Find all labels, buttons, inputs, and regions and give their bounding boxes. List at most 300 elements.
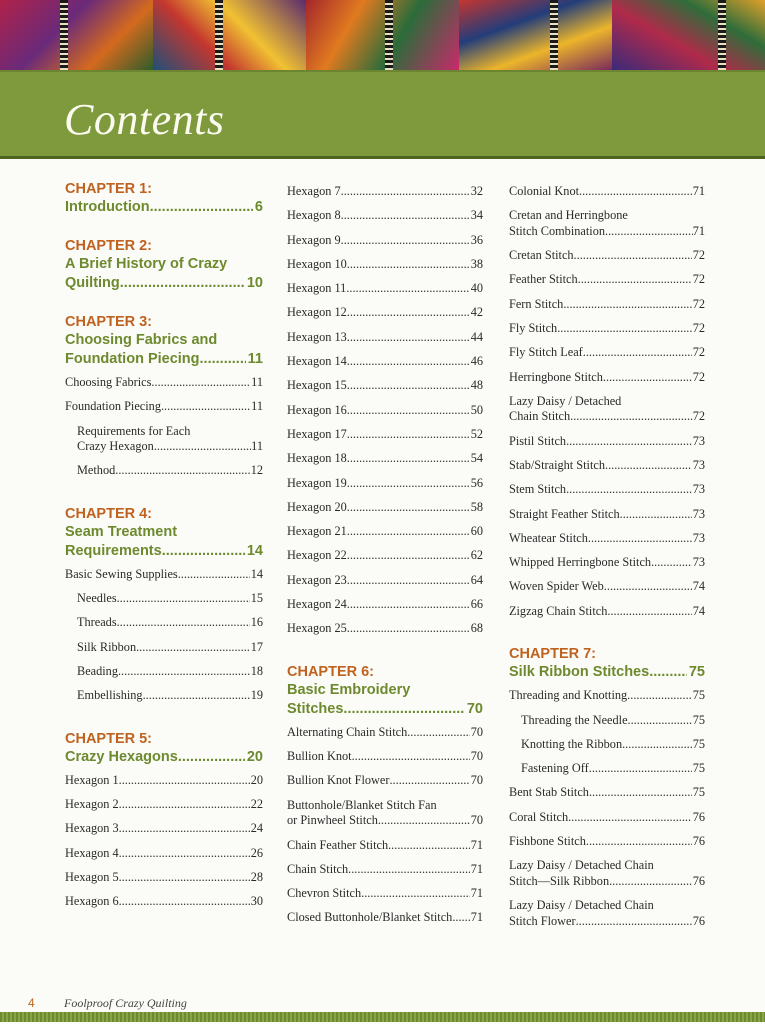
dot-leader <box>119 894 250 910</box>
chapter-3 <box>65 313 263 479</box>
entry-label: Cretan and Herringbone <box>509 208 628 223</box>
toc-entry[interactable] <box>287 886 483 902</box>
entry-label: Fly Stitch <box>509 320 558 335</box>
entry-label: Lazy Daisy / Detached <box>509 393 622 408</box>
page-number: 75 <box>692 761 705 776</box>
page-number: 32 <box>470 184 483 198</box>
dot-leader <box>568 810 692 826</box>
toc-entry[interactable] <box>509 737 705 753</box>
toc-entry[interactable] <box>65 463 263 479</box>
entry-label: Hexagon 6 <box>65 894 119 909</box>
toc-entry[interactable] <box>65 894 263 910</box>
entry-label: Bent Stab Stitch <box>509 785 589 800</box>
dot-leader <box>343 700 464 719</box>
toc-entry[interactable] <box>287 838 483 854</box>
dot-leader <box>347 573 470 589</box>
chapter-title-text: Seam Treatment <box>65 523 178 540</box>
entry-label: Hexagon 9 <box>287 232 341 247</box>
dot-leader <box>347 427 470 443</box>
chapter-7 <box>509 645 705 929</box>
toc-entry[interactable] <box>509 555 705 571</box>
quilt-patch <box>306 0 459 70</box>
toc-column-2 <box>287 184 483 946</box>
page-number: 72 <box>692 345 705 360</box>
chapter-title-line-1[interactable] <box>65 523 263 542</box>
entry-label: Chain Stitch <box>287 861 349 876</box>
dot-leader <box>604 579 692 595</box>
toc-entry[interactable] <box>509 579 705 595</box>
chapter-number: CHAPTER 5: <box>65 730 153 747</box>
quilt-seam-stripe <box>718 0 726 70</box>
entry-label: Stitch—Silk Ribbon <box>509 873 610 888</box>
entry-label: Hexagon 7 <box>287 184 341 198</box>
page-number: 54 <box>470 451 483 466</box>
page-number: 76 <box>692 913 705 928</box>
toc-entry[interactable] <box>509 761 705 777</box>
page-number: 18 <box>250 664 263 679</box>
dot-leader <box>603 370 692 386</box>
page-number: 60 <box>470 524 483 539</box>
dot-leader <box>178 748 245 767</box>
dot-leader <box>118 664 250 680</box>
title-banner <box>0 70 765 159</box>
chapter-number: CHAPTER 3: <box>65 314 153 330</box>
quilt-photo-strip <box>0 0 765 70</box>
toc-entry[interactable] <box>287 476 483 492</box>
entry-label: Hexagon 5 <box>65 870 119 885</box>
entry-label: Hexagon 12 <box>287 305 347 320</box>
quilt-patch <box>612 0 765 70</box>
entry-label: Straight Feather Stitch <box>509 506 620 521</box>
page-number: 70 <box>470 773 483 788</box>
entry-label: Hexagon 4 <box>65 845 119 860</box>
page-number: 38 <box>470 256 483 271</box>
entry-label: Method <box>77 463 116 478</box>
page-number: 72 <box>692 369 705 384</box>
page-number: 72 <box>692 320 705 335</box>
dot-leader <box>347 378 470 394</box>
chapter-number: CHAPTER 1: <box>65 181 153 197</box>
entry-label: Stitch Flower <box>509 913 576 928</box>
chapter-title-line-2[interactable] <box>65 542 263 561</box>
toc-entry[interactable] <box>287 354 483 370</box>
dot-leader <box>151 375 250 391</box>
entry-label: Foundation Piecing <box>65 399 161 414</box>
toc-entry[interactable] <box>65 399 263 415</box>
entry-label: Hexagon 15 <box>287 378 347 393</box>
toc-entry[interactable] <box>65 870 263 886</box>
page-number: 70 <box>470 724 483 739</box>
toc-entry[interactable] <box>509 531 705 547</box>
entry-label: Bullion Knot Flower <box>287 773 390 788</box>
dot-leader <box>620 507 692 523</box>
toc-entry[interactable] <box>287 233 483 249</box>
entry-label: Hexagon 22 <box>287 548 347 563</box>
toc-entry[interactable] <box>509 345 705 361</box>
running-book-title: Foolproof Crazy Quilting <box>64 996 187 1010</box>
dot-leader <box>605 224 693 240</box>
toc-entry[interactable] <box>509 810 705 826</box>
page-number: 20 <box>246 748 263 765</box>
toc-entry[interactable] <box>287 573 483 589</box>
entry-label: Hexagon 16 <box>287 402 347 417</box>
page-number: 73 <box>692 482 705 497</box>
entry-label: Hexagon 21 <box>287 524 347 539</box>
dot-leader <box>605 458 692 474</box>
toc-entry[interactable] <box>287 798 483 829</box>
dot-leader <box>136 640 250 656</box>
toc-entry[interactable] <box>65 567 263 583</box>
dot-leader <box>378 813 471 829</box>
toc-entry[interactable] <box>287 451 483 467</box>
entry-label: Colonial Knot <box>509 184 580 198</box>
chapter-title-line-1[interactable] <box>65 331 263 350</box>
dot-leader <box>115 463 249 479</box>
toc-entry[interactable] <box>509 248 705 264</box>
page-number: 73 <box>692 457 705 472</box>
page-number: 34 <box>470 208 483 223</box>
dot-leader <box>348 862 470 878</box>
toc-entry[interactable] <box>509 507 705 523</box>
chapter-title[interactable] <box>509 663 705 682</box>
entry-label: Fishbone Stitch <box>509 834 586 849</box>
dot-leader <box>117 615 250 631</box>
toc-entry[interactable] <box>287 403 483 419</box>
entry-label: Embellishing <box>77 688 143 703</box>
toc-entry[interactable] <box>65 615 263 631</box>
chapter-title-line-2[interactable] <box>65 274 263 293</box>
dot-leader <box>347 500 470 516</box>
page-number: 71 <box>692 184 705 198</box>
dot-leader <box>579 184 692 200</box>
entry-label: Hexagon 20 <box>287 499 347 514</box>
entry-label: Hexagon 14 <box>287 354 347 369</box>
dot-leader <box>557 321 692 337</box>
page-number: 12 <box>250 463 263 478</box>
toc-entry[interactable] <box>287 500 483 516</box>
dot-leader <box>119 773 250 789</box>
dot-leader <box>352 749 470 765</box>
chapter-4 <box>65 505 263 704</box>
toc-column-3 <box>509 184 705 949</box>
page-number: 19 <box>250 688 263 703</box>
entry-label: Lazy Daisy / Detached Chain <box>509 898 654 913</box>
quilt-seam-stripe <box>385 0 393 70</box>
toc-entry[interactable] <box>509 482 705 498</box>
dot-leader <box>407 725 469 741</box>
chapter-title-text: Stitches <box>287 700 344 717</box>
entry-label: Stitch Combination <box>509 223 605 238</box>
page-number: 75 <box>692 785 705 800</box>
chapter-1 <box>65 180 263 217</box>
toc-entry[interactable] <box>509 834 705 850</box>
toc-entry[interactable] <box>287 257 483 273</box>
page-number: 66 <box>470 597 483 612</box>
toc-entry[interactable] <box>509 370 705 386</box>
toc-entry[interactable] <box>65 664 263 680</box>
page-number: 14 <box>246 542 263 559</box>
page-number: 75 <box>688 664 705 681</box>
dot-leader <box>347 621 470 637</box>
entry-label: Buttonhole/Blanket Stitch Fan <box>287 797 437 812</box>
page-number: 74 <box>692 603 705 618</box>
page-number: 30 <box>250 894 263 909</box>
dot-leader <box>570 409 693 425</box>
page-number: 76 <box>692 834 705 849</box>
page-number: 70 <box>470 749 483 764</box>
entry-label: Hexagon 19 <box>287 475 347 490</box>
entry-label: Hexagon 17 <box>287 426 347 441</box>
dot-leader <box>347 451 470 467</box>
toc-entry[interactable] <box>287 184 483 200</box>
page-number: 72 <box>692 248 705 263</box>
toc-entry[interactable] <box>65 797 263 813</box>
dot-leader <box>341 184 470 200</box>
dot-leader <box>200 350 246 369</box>
entry-label: Woven Spider Web <box>509 579 604 594</box>
entry-label: Hexagon 2 <box>65 797 119 812</box>
quilt-seam-stripe <box>60 0 68 70</box>
dot-leader <box>347 305 470 321</box>
toc-entry[interactable] <box>509 458 705 474</box>
dot-leader <box>627 688 692 704</box>
page-title: Contents <box>64 95 225 144</box>
toc-entry[interactable] <box>509 785 705 801</box>
toc-entry[interactable] <box>509 688 705 704</box>
dot-leader <box>566 434 692 450</box>
entry-label: Choosing Fabrics <box>65 375 152 389</box>
entry-label: Beading <box>77 664 118 679</box>
dot-leader <box>120 274 245 293</box>
chapter-number: CHAPTER 2: <box>65 238 153 254</box>
toc-entry[interactable] <box>509 208 705 239</box>
entry-label: Whipped Herringbone Stitch <box>509 555 652 570</box>
entry-label: Silk Ribbon <box>77 639 137 654</box>
page-number: 46 <box>470 354 483 369</box>
quilt-seam-stripe <box>215 0 223 70</box>
page-number: 64 <box>470 572 483 587</box>
dot-leader <box>119 821 250 837</box>
toc-entry[interactable] <box>509 713 705 729</box>
toc-entry[interactable] <box>65 688 263 704</box>
chapter-title[interactable] <box>65 748 263 767</box>
entry-label: Hexagon 11 <box>287 281 347 296</box>
chapter-title-line-1[interactable] <box>65 255 263 274</box>
entry-label: Knotting the Ribbon <box>521 736 623 751</box>
dot-leader <box>117 591 250 607</box>
dot-leader <box>578 272 692 288</box>
entry-label: Alternating Chain Stitch <box>287 724 408 739</box>
entry-label: Fly Stitch Leaf <box>509 345 583 360</box>
dot-leader <box>150 198 253 217</box>
toc-entry[interactable] <box>287 621 483 637</box>
page-number: 14 <box>250 566 263 581</box>
chapter-title-line-1[interactable] <box>287 681 483 700</box>
page-number: 11 <box>251 399 263 414</box>
chapter-title-text: Basic Embroidery <box>287 681 411 698</box>
entry-label: Threading the Needle <box>521 712 628 727</box>
page-number: 40 <box>470 281 483 296</box>
dot-leader <box>347 257 470 273</box>
chapter-title[interactable] <box>65 198 263 217</box>
toc-entry[interactable] <box>65 424 263 455</box>
page-number: 70 <box>466 700 483 717</box>
entry-label: Fern Stitch <box>509 296 564 311</box>
toc-entry[interactable] <box>509 184 705 200</box>
hexagon-list <box>287 184 483 637</box>
page-number: 70 <box>470 813 483 828</box>
page-number: 11 <box>251 439 263 454</box>
page-number: 11 <box>247 351 263 367</box>
dot-leader <box>346 281 469 297</box>
toc-entry[interactable] <box>287 597 483 613</box>
dot-leader <box>178 567 250 583</box>
dot-leader <box>388 838 470 854</box>
page-number: 42 <box>470 305 483 320</box>
dot-leader <box>576 914 693 930</box>
chapter-2 <box>65 237 263 293</box>
page-number: 20 <box>250 772 263 787</box>
dot-leader <box>347 476 470 492</box>
toc-entry[interactable] <box>65 821 263 837</box>
entry-label: Bullion Knot <box>287 749 352 764</box>
page-number: 68 <box>470 621 483 636</box>
toc-entry[interactable] <box>287 862 483 878</box>
entry-label: Lazy Daisy / Detached Chain <box>509 858 654 873</box>
dot-leader <box>347 524 470 540</box>
toc-entry[interactable] <box>65 773 263 789</box>
entry-label: Crazy Hexagon <box>77 439 154 454</box>
toc-entry[interactable] <box>509 297 705 313</box>
toc-entry[interactable] <box>287 330 483 346</box>
dot-leader <box>628 713 692 729</box>
dot-leader <box>143 688 250 704</box>
entry-label: Hexagon 18 <box>287 451 347 466</box>
page-number: 73 <box>692 530 705 545</box>
page-number: 6 <box>254 199 263 215</box>
page-number: 71 <box>470 886 483 901</box>
chapter-title-line-2[interactable] <box>287 700 483 719</box>
toc-entry[interactable] <box>287 725 483 741</box>
page-number: 73 <box>692 555 705 570</box>
chapter-title-text: Foundation Piecing <box>65 351 200 367</box>
dot-leader <box>341 233 470 249</box>
toc-entry[interactable] <box>65 846 263 862</box>
toc-entry[interactable] <box>287 208 483 224</box>
entry-label: Hexagon 10 <box>287 256 347 271</box>
toc-entry[interactable] <box>287 749 483 765</box>
toc-entry[interactable] <box>287 548 483 564</box>
dot-leader <box>389 773 469 789</box>
toc-entry[interactable] <box>509 321 705 337</box>
dot-leader <box>119 846 250 862</box>
dot-leader <box>583 345 692 361</box>
chapter-title-text: Choosing Fabrics and <box>65 332 218 348</box>
toc-entry[interactable] <box>509 858 705 889</box>
page-number: 11 <box>251 375 263 389</box>
dot-leader <box>347 403 470 419</box>
entry-label: Hexagon 8 <box>287 208 341 223</box>
dot-leader <box>347 597 470 613</box>
toc-entry[interactable] <box>509 394 705 425</box>
page-number: 71 <box>692 223 705 238</box>
dot-leader <box>161 399 250 415</box>
toc-entry[interactable] <box>65 640 263 656</box>
entry-label: Needles <box>77 591 117 606</box>
quilt-patch <box>459 0 612 70</box>
dot-leader <box>563 297 691 313</box>
toc-entry[interactable] <box>287 378 483 394</box>
toc-entry[interactable] <box>287 281 483 297</box>
page-number: 22 <box>250 797 263 812</box>
chapter-title-text: A Brief History of Crazy <box>65 256 228 272</box>
entry-label: Hexagon 13 <box>287 329 347 344</box>
dot-leader <box>119 797 250 813</box>
dot-leader <box>649 663 687 682</box>
page-number: 75 <box>692 688 705 703</box>
chapter-title-text: Introduction <box>65 199 150 215</box>
toc-entry[interactable] <box>287 305 483 321</box>
toc-entry[interactable] <box>509 434 705 450</box>
dot-leader <box>154 439 251 455</box>
chapter-number: CHAPTER 6: <box>287 663 375 680</box>
toc-entry[interactable] <box>287 524 483 540</box>
toc-entry[interactable] <box>287 427 483 443</box>
toc-column-1 <box>65 180 263 930</box>
toc-entry[interactable] <box>287 773 483 789</box>
entry-label: Requirements for Each <box>77 423 191 438</box>
entry-label: Coral Stitch <box>509 809 569 824</box>
toc-entry[interactable] <box>65 375 263 391</box>
chapter-5 <box>65 730 263 910</box>
dot-leader <box>574 248 692 264</box>
toc-entry[interactable] <box>287 910 483 926</box>
chapter-title-text: Silk Ribbon Stitches <box>509 664 650 681</box>
entry-label: Zigzag Chain Stitch <box>509 603 608 618</box>
toc-entry[interactable] <box>509 272 705 288</box>
dot-leader <box>622 737 692 753</box>
chapter-title-line-2[interactable] <box>65 350 263 369</box>
page-number: 73 <box>692 506 705 521</box>
dot-leader <box>347 548 470 564</box>
page-number: 52 <box>470 426 483 441</box>
page-number: 28 <box>250 870 263 885</box>
entry-label: Hexagon 3 <box>65 821 119 836</box>
page-number: 75 <box>692 736 705 751</box>
footer-green-bar <box>0 1012 765 1022</box>
dot-leader <box>162 542 245 561</box>
entry-label: Pistil Stitch <box>509 433 567 448</box>
entry-label: or Pinwheel Stitch <box>287 813 378 828</box>
entry-label: Hexagon 25 <box>287 621 347 636</box>
page-number: 72 <box>692 272 705 287</box>
toc-entry[interactable] <box>509 604 705 620</box>
dot-leader <box>361 886 470 902</box>
entry-label: Threads <box>77 615 117 630</box>
dot-leader <box>609 874 693 890</box>
dot-leader <box>119 870 250 886</box>
page-number: 17 <box>250 639 263 654</box>
entry-label: Chain Feather Stitch <box>287 837 389 852</box>
quilt-seam-stripe <box>550 0 558 70</box>
toc-entry[interactable] <box>509 898 705 929</box>
entry-label: Basic Sewing Supplies <box>65 566 178 581</box>
page-number: 16 <box>250 615 263 630</box>
quilt-patch <box>153 0 306 70</box>
dot-leader <box>347 354 470 370</box>
toc-entry[interactable] <box>65 591 263 607</box>
entry-label: Cretan Stitch <box>509 248 574 263</box>
